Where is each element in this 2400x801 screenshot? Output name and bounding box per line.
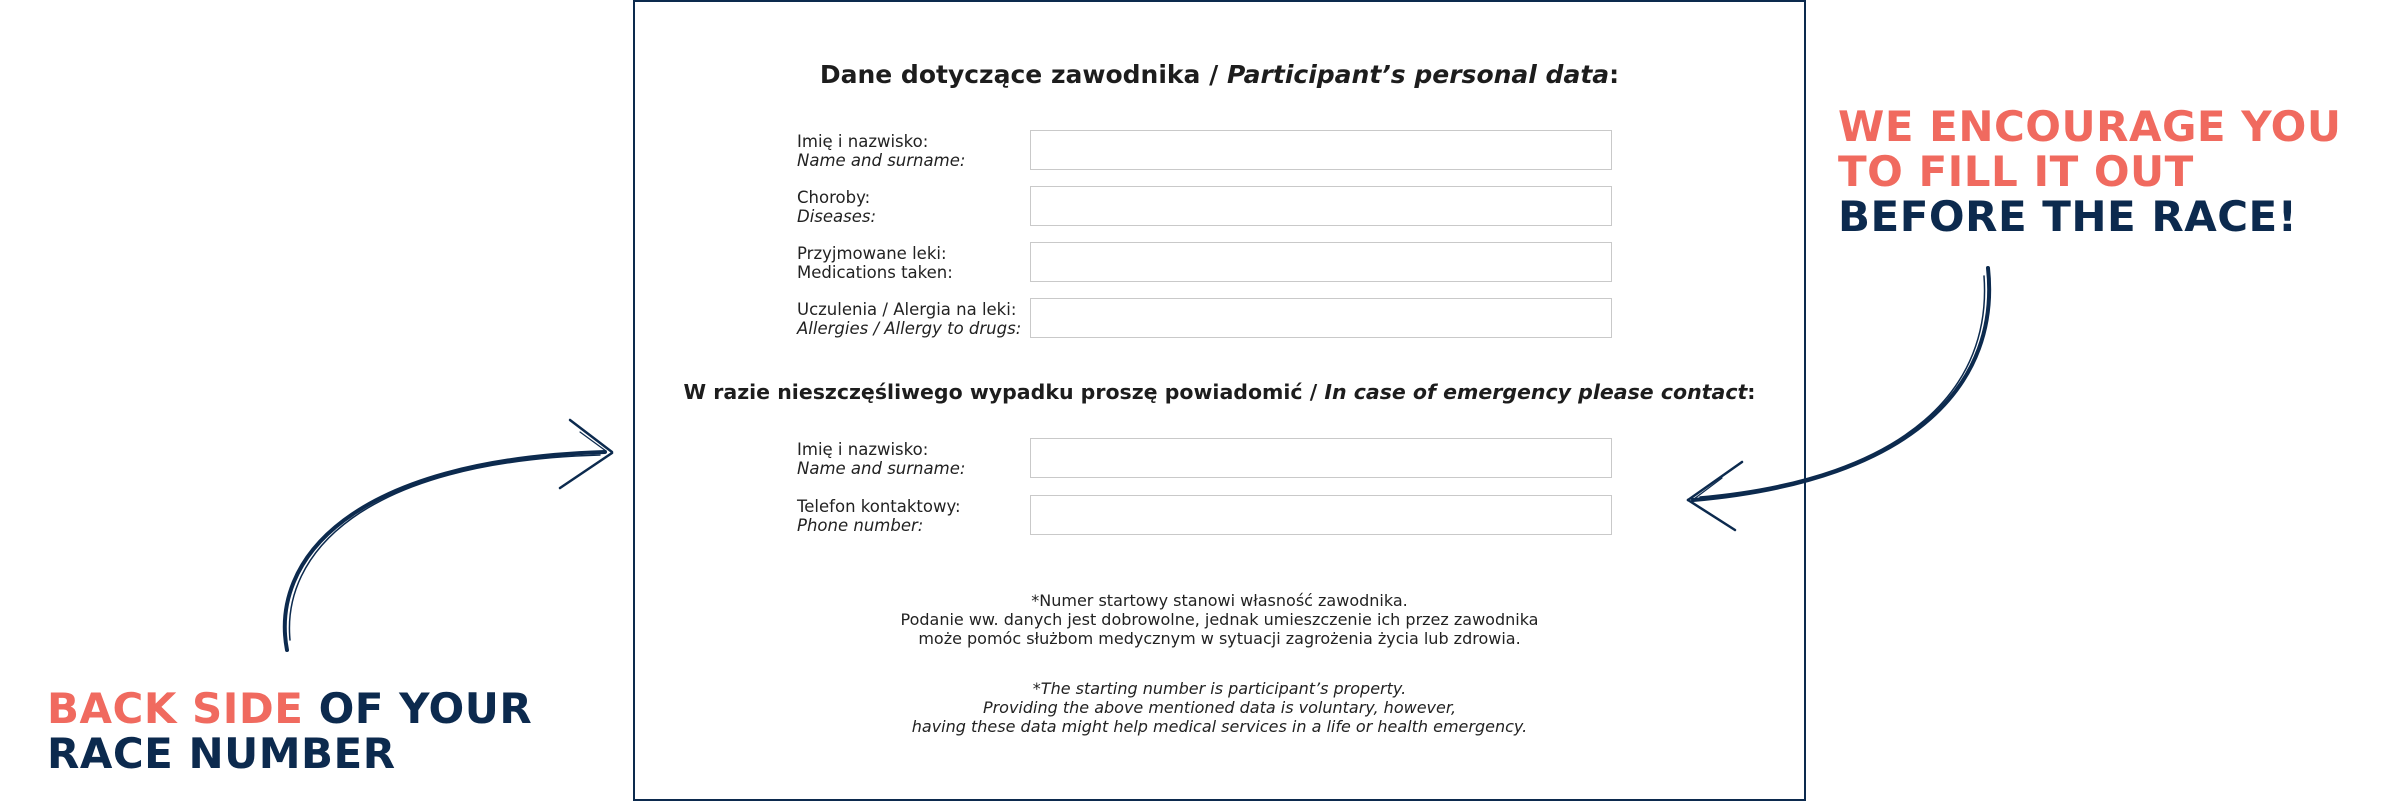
name-label-pl: Imię i nazwisko:	[797, 132, 929, 151]
personal-data-heading-en: Participant’s personal data	[1226, 60, 1610, 89]
note-en-line: *The starting number is participant’s property.	[1032, 679, 1407, 698]
phone-field[interactable]	[1030, 495, 1612, 535]
emergency-heading-colon: :	[1747, 380, 1756, 404]
phone-label	[797, 497, 1037, 535]
emergency-heading-pl: W razie nieszczęśliwego wypadku proszę powiadomić /	[683, 380, 1325, 404]
name-label	[797, 132, 1037, 170]
medications-label	[797, 244, 1037, 282]
back-side-callout	[47, 686, 532, 776]
medications-label-pl: Przyjmowane leki:	[797, 244, 947, 263]
emergency-heading-en: In case of emergency please contact	[1324, 380, 1748, 404]
race-number-back-card	[633, 0, 1806, 801]
medications-label-en: Medications taken:	[797, 263, 953, 282]
emergency-contact-heading	[635, 380, 1804, 404]
emergency-name-label	[797, 440, 1037, 478]
emergency-name-label-en: Name and surname:	[797, 459, 966, 478]
note-en-line: Providing the above mentioned data is voluntary, however,	[982, 698, 1457, 717]
name-field[interactable]	[1030, 130, 1612, 170]
name-label-en: Name and surname:	[797, 151, 966, 170]
allergies-field[interactable]	[1030, 298, 1612, 338]
allergies-label-pl: Uczulenia / Alergia na leki:	[797, 300, 1017, 319]
callout-left-navy: OF YOUR	[303, 684, 533, 733]
note-polish	[635, 591, 1804, 648]
callout-right-line3: BEFORE THE RACE!	[1838, 192, 2298, 241]
diseases-label-pl: Choroby:	[797, 188, 871, 207]
callout-left-line2: RACE NUMBER	[47, 729, 396, 778]
callout-right-line2: TO FILL IT OUT	[1838, 147, 2194, 196]
fill-before-race-callout	[1838, 104, 2341, 239]
allergies-label-en: Allergies / Allergy to drugs:	[797, 319, 1022, 338]
note-english	[635, 679, 1804, 736]
note-pl-line: *Numer startowy stanowi własność zawodnika.	[1031, 591, 1408, 610]
diseases-label	[797, 188, 1037, 226]
diseases-label-en: Diseases:	[797, 207, 877, 226]
diseases-field[interactable]	[1030, 186, 1612, 226]
medications-field[interactable]	[1030, 242, 1612, 282]
note-pl-line: Podanie ww. danych jest dobrowolne, jednak umieszczenie ich przez zawodnika	[900, 610, 1539, 629]
emergency-name-label-pl: Imię i nazwisko:	[797, 440, 929, 459]
callout-left-coral: BACK SIDE	[47, 684, 304, 733]
callout-right-line1: WE ENCOURAGE YOU	[1838, 102, 2342, 151]
emergency-name-field[interactable]	[1030, 438, 1612, 478]
phone-label-en: Phone number:	[797, 516, 924, 535]
personal-data-heading-colon: :	[1609, 60, 1620, 89]
allergies-label	[797, 300, 1037, 338]
note-en-line: having these data might help medical services in a life or health emergency.	[911, 717, 1528, 736]
personal-data-heading-pl: Dane dotyczące zawodnika /	[819, 60, 1227, 89]
personal-data-heading	[635, 60, 1804, 89]
note-pl-line: może pomóc służbom medycznym w sytuacji zagrożenia życia lub zdrowia.	[918, 629, 1521, 648]
phone-label-pl: Telefon kontaktowy:	[797, 497, 961, 516]
